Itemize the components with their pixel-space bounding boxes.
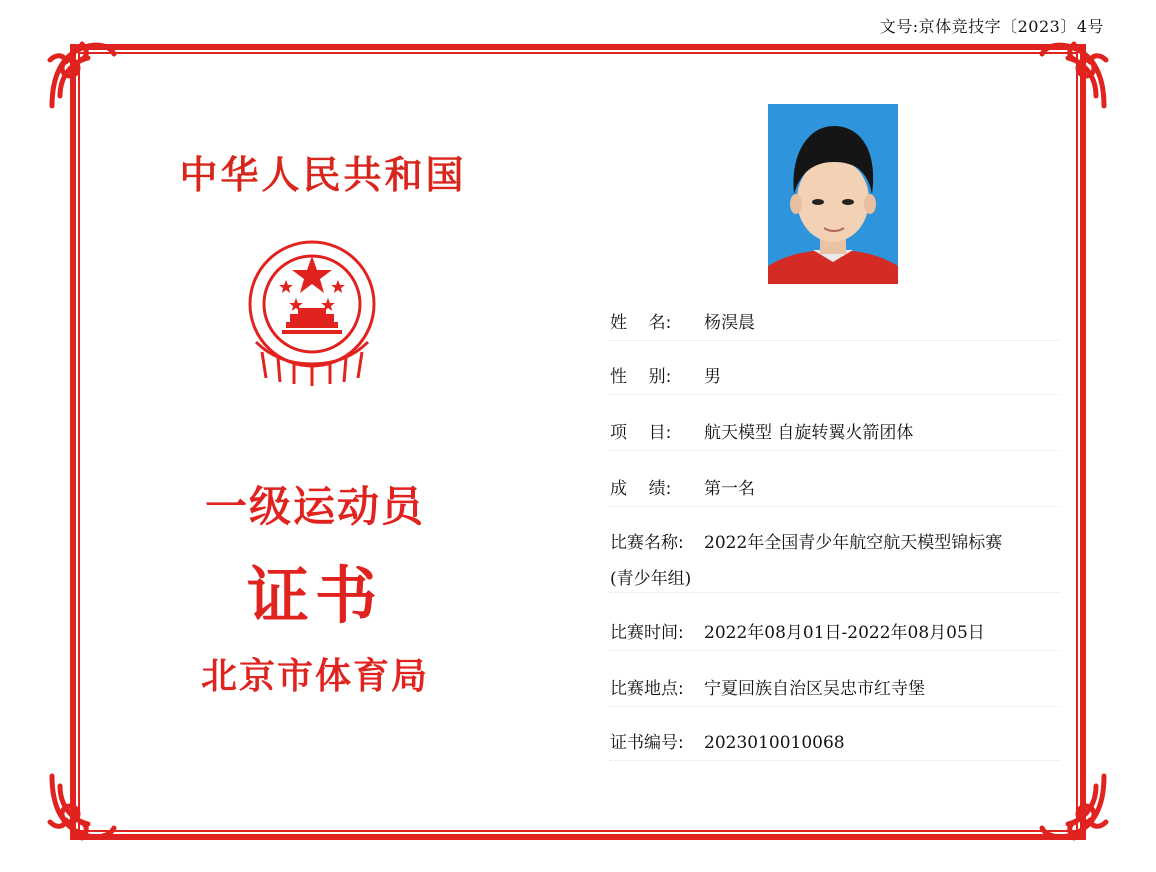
divider — [610, 450, 1060, 451]
corner-ornament-icon — [42, 36, 122, 116]
event-name: 航天模型 自旋转翼火箭团体 — [704, 423, 914, 443]
competition-location: 宁夏回族自治区吴忠市红寺堡 — [704, 679, 925, 699]
athlete-name: 杨淏晨 — [704, 313, 755, 333]
field-name — [610, 308, 1060, 333]
field-label: 性 别: — [610, 367, 672, 387]
field-location — [610, 674, 1060, 699]
field-label: 证书编号: — [610, 733, 684, 753]
athlete-gender: 男 — [704, 367, 721, 387]
athlete-photo — [768, 104, 898, 284]
divider — [610, 340, 1060, 341]
corner-ornament-icon — [1034, 36, 1114, 116]
field-result — [610, 474, 1060, 499]
divider — [610, 706, 1060, 707]
certificate-title: 证书 — [246, 559, 383, 632]
corner-ornament-icon — [1034, 766, 1114, 846]
field-competition — [610, 528, 1060, 553]
field-label: 姓 名: — [610, 313, 672, 333]
field-label: 比赛名称: — [610, 533, 684, 553]
field-label: 比赛地点: — [610, 679, 684, 699]
field-event — [610, 418, 1060, 443]
competition-name: 2022年全国青少年航空航天模型锦标赛 — [704, 533, 1003, 553]
divider — [610, 650, 1060, 651]
field-cert-no — [610, 728, 1060, 753]
certificate-number: 2023010010068 — [704, 733, 845, 753]
divider — [610, 592, 1060, 593]
divider — [610, 394, 1060, 395]
field-label: 比赛时间: — [610, 623, 684, 643]
competition-name-continued: (青少年组) — [610, 569, 692, 589]
field-label: 成 绩: — [610, 479, 672, 499]
country-name: 中华人民共和国 — [179, 152, 467, 197]
document-number: 文号:京体竞技字〔2023〕4号 — [879, 17, 1104, 36]
divider — [610, 506, 1060, 507]
competition-dates: 2022年08月01日-2022年08月05日 — [704, 623, 985, 643]
divider — [610, 760, 1060, 761]
certificate-level-title: 一级运动员 — [204, 482, 425, 531]
national-emblem-icon — [232, 232, 392, 388]
result-value: 第一名 — [704, 479, 755, 499]
issuing-authority: 北京市体育局 — [200, 656, 429, 697]
field-gender — [610, 362, 1060, 387]
corner-ornament-icon — [42, 766, 122, 846]
field-dates — [610, 618, 1060, 643]
field-label: 项 目: — [610, 423, 672, 443]
